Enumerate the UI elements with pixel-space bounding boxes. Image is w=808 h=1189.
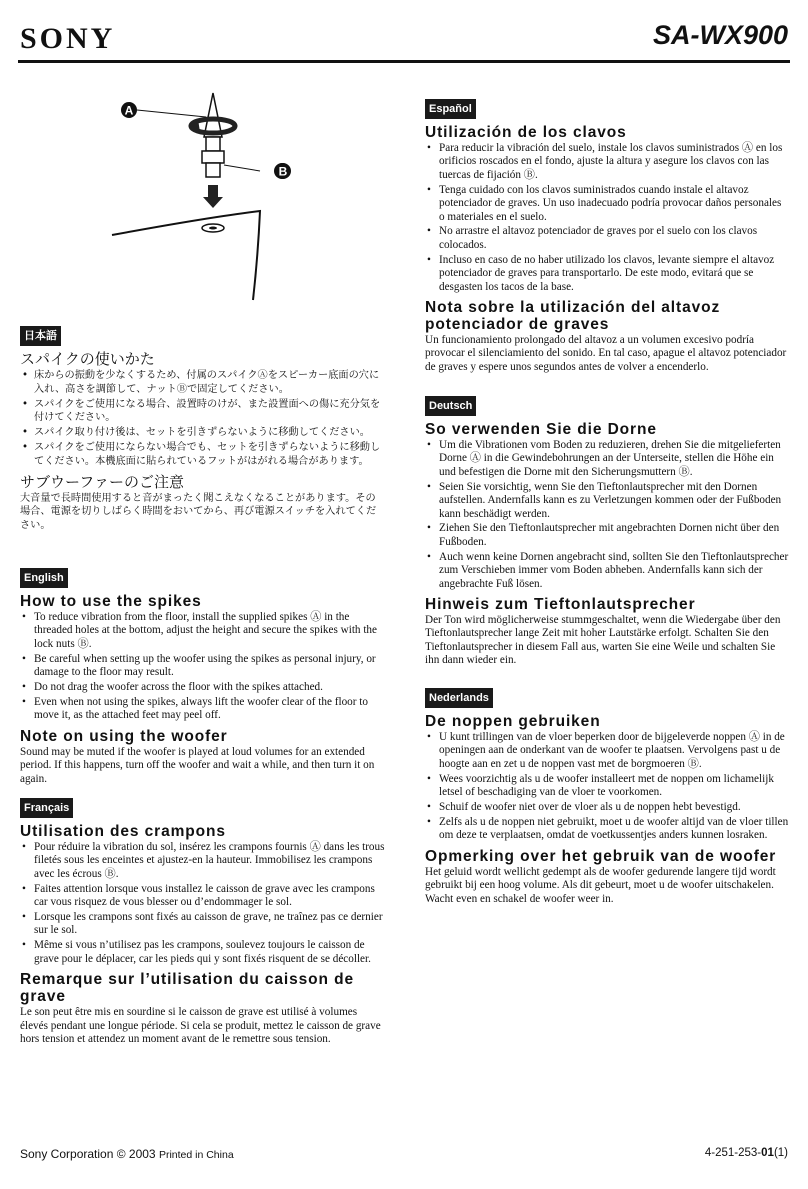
list-item: • Auch wenn keine Dornen angebracht sind, sollten Sie den Tieftonlautsprecher zum Verschieben immer vom Boden abheben. Andernfalls kann sich der angebrachte Fuß lösen. <box>425 551 789 591</box>
paragraph: Het geluid wordt wellicht gedempt als de woofer gedurende langere tijd wordt gebruikt bij een hoog volume. Als dit gebeurt, moet u de woofer uitschakelen. Wacht even en schakel de woofer weer in. <box>425 865 776 905</box>
list-item: • Faites attention lorsque vous installez le caisson de grave avec les crampons car vous risquez de vous blesser ou d’endommager le sol. <box>20 883 385 910</box>
section-title: スパイクの使いかた <box>20 350 155 368</box>
section-title: サブウーファーのご注意 <box>20 472 184 491</box>
list-item: • Para reducir la vibración del suelo, instale los clavos suministrados Ⓐ en los orificios roscados en el fondo, ajuste la altura y asegure los clavos con las tuercas de fijación Ⓑ. <box>425 142 789 182</box>
list-item: • Be careful when setting up the woofer using the spikes as personal injury, or damage to the floor may result. <box>20 653 385 680</box>
section-title: How to use the spikes <box>20 593 202 610</box>
list-item: • Même si vous n’utilisez pas les crampons, soulevez toujours le caisson de grave pour le déplacer, car les pieds qui y sont fixés risquent de se décoller. <box>20 939 385 966</box>
list-item: • 床からの振動を少なくするため、付属のスパイクⒶをスピーカー底面の穴に入れ、高さを調節して、ナットⒷで固定してください。 <box>20 369 385 396</box>
list-item: • U kunt trillingen van de vloer beperken door de bijgeleverde noppen Ⓐ in de openingen aan de onderkant van de woofer te plaatsen. Vervolgens past u de hoogte aan en zet u de noppen vast met de borgmoeren Ⓑ. <box>425 731 789 771</box>
section-title: So verwenden Sie die Dorne <box>425 421 657 438</box>
section-title: Utilización de los clavos <box>425 124 627 141</box>
callout-a-label: A <box>124 103 134 118</box>
paragraph: 大音量で長時間使用すると音がまったく聞こえなくなることがあります。その場合、電源を切りしばらく時間をおいてから、再び電源スイッチを入れてください。 <box>20 492 377 531</box>
list-item: • Schuif de woofer niet over de vloer als u de noppen hebt bevestigd. <box>425 801 789 814</box>
lock-nut <box>202 151 224 163</box>
german-section <box>425 396 789 668</box>
list-item: • No arrastre el altavoz potenciador de graves por el suelo con los clavos colocados. <box>425 225 789 252</box>
spike-installation-illustration <box>110 85 288 300</box>
language-badge-dutch: Nederlands <box>425 688 493 708</box>
woofer-cabinet-outline <box>112 211 260 300</box>
instruction-list <box>20 611 385 723</box>
instruction-list <box>425 439 789 591</box>
list-item: • スパイク取り付け後は、セットを引きずらないように移動してください。 <box>20 426 385 440</box>
list-item: • Tenga cuidado con los clavos suministrados cuando instale el altavoz potenciador de graves. Un uso inadecuado podría provocar daños personales o materiales en el suelo. <box>425 184 789 224</box>
paragraph: Der Ton wird möglicherweise stummgeschaltet, wenn die Wiedergabe über den Tieftonlautsprecher lange Zeit mit hoher Lautstärke erfolgt. Schalten Sie den Tieftonlautsprecher in diesem Fall aus, warten Sie eine Weile und schalten Sie ihn dann wieder ein. <box>425 613 781 667</box>
header-rule <box>18 60 790 63</box>
printed-in: Printed in China <box>158 1149 234 1161</box>
instruction-list <box>425 731 789 843</box>
part-number-prefix: 4-251-253- <box>704 1147 762 1159</box>
dutch-section <box>425 688 789 906</box>
part-number <box>705 1147 788 1159</box>
instruction-list <box>20 841 385 966</box>
part-number-suffix: (1) <box>773 1147 788 1159</box>
paragraph: Sound may be muted if the woofer is played at loud volumes for an extended period. If this happens, turn off the woofer and wait a while, and then turn it on again. <box>20 745 375 785</box>
down-arrow <box>203 185 223 208</box>
section-title: Utilisation des crampons <box>20 823 226 840</box>
copyright: © 2003 <box>116 1147 156 1161</box>
model-number: SA-WX900 <box>652 20 788 50</box>
language-badge-japanese: 日本語 <box>20 326 61 346</box>
list-item: • Pour réduire la vibration du sol, insérez les crampons fournis Ⓐ dans les trous filetés sous les enceintes et ajustez-en la hauteur. Immobilisez les crampons avec les écrous Ⓑ. <box>20 841 385 881</box>
sony-logo: SONY <box>20 22 116 55</box>
language-badge-french: Français <box>20 798 73 818</box>
instruction-list <box>425 142 789 294</box>
list-item: • Ziehen Sie den Tieftonlautsprecher mit angebrachten Dornen nicht über den Fußboden. <box>425 522 789 549</box>
footer-left <box>20 1147 234 1161</box>
french-section <box>20 798 385 1046</box>
language-badge-german: Deutsch <box>425 396 476 416</box>
list-item: • スパイクをご使用にならない場合でも、セットを引きずらないように移動してください。本機底面に貼られているフットがはがれる場合があります。 <box>20 441 385 468</box>
section-title: Hinweis zum Tieftonlautsprecher <box>425 595 696 613</box>
list-item: • Seien Sie vorsichtig, wenn Sie den Tieftonlautsprecher mit den Dornen aufstellen. Andernfalls kann es zu Verletzungen kommen oder der Fußboden kann beschädigt werden. <box>425 481 789 521</box>
section-title: De noppen gebruiken <box>425 713 601 730</box>
spike-thread <box>206 137 220 151</box>
callout-b-label: B <box>278 164 288 179</box>
paragraph: Un funcionamiento prolongado del altavoz a un volumen excesivo podría provocar el silenciamiento del sonido. En tal caso, apague el altavoz potenciador de graves y espere unos segundos antes de volver a encenderlo. <box>425 333 787 373</box>
list-item: • Lorsque les crampons sont fixés au caisson de grave, ne traînez pas ce dernier sur le sol. <box>20 911 385 938</box>
list-item: • Wees voorzichtig als u de woofer installeert met de noppen om lichamelijk letsel of beschadiging van de vloer te voorkomen. <box>425 773 789 800</box>
section-title: Opmerking over het gebruik van de woofer <box>425 847 777 865</box>
list-item: • To reduce vibration from the floor, install the supplied spikes Ⓐ in the threaded holes at the bottom, adjust the height and secure the spikes with the lock nuts Ⓑ. <box>20 611 385 651</box>
japanese-section <box>20 326 385 532</box>
list-item: • Um die Vibrationen vom Boden zu reduzieren, drehen Sie die mitgelieferten Dorne Ⓐ in die Gewindebohrungen an der Unterseite, stellen die Höhe ein und befestigen die Dorne mit den Sicherungsmuttern Ⓑ. <box>425 439 789 479</box>
list-item: • Zelfs als u de noppen niet gebruikt, moet u de woofer altijd van de vloer tillen om deze te verplaatsen, omdat de voetkussentjes anders kunnen losraken. <box>425 816 789 843</box>
section-title: Remarque sur l’utilisation du caisson de grave <box>20 971 355 1006</box>
list-item: • Even when not using the spikes, always lift the woofer clear of the floor to move it, as the attached feet may peel off. <box>20 696 385 723</box>
spanish-section <box>425 99 789 374</box>
english-section <box>20 568 385 786</box>
instruction-list <box>20 369 385 469</box>
section-title: Note on using the woofer <box>20 727 228 745</box>
language-badge-spanish: Español <box>425 99 476 119</box>
section-title: Nota sobre la utilización del altavoz potenciador de graves <box>425 298 721 333</box>
list-item: • Incluso en caso de no haber utilizado los clavos, levante siempre el altavoz potenciador de graves para transportarlo. De este modo, evitará que se desgasten los tacos de la base. <box>425 254 789 294</box>
company-name: Sony Corporation <box>20 1147 114 1161</box>
part-number-version: 01 <box>761 1147 774 1159</box>
list-item: • スパイクをご使用になる場合、設置時のけが、また設置面への傷に充分気を付けてください。 <box>20 398 385 425</box>
list-item: • Do not drag the woofer across the floor with the spikes attached. <box>20 681 385 694</box>
paragraph: Le son peut être mis en sourdine si le caisson de grave est utilisé à volumes élevés pendant une longue période. Si cela se produit, mettez le caisson de grave hors tension et attendez un moment avant de le remettre sous tension. <box>20 1006 381 1045</box>
language-badge-english: English <box>20 568 68 588</box>
